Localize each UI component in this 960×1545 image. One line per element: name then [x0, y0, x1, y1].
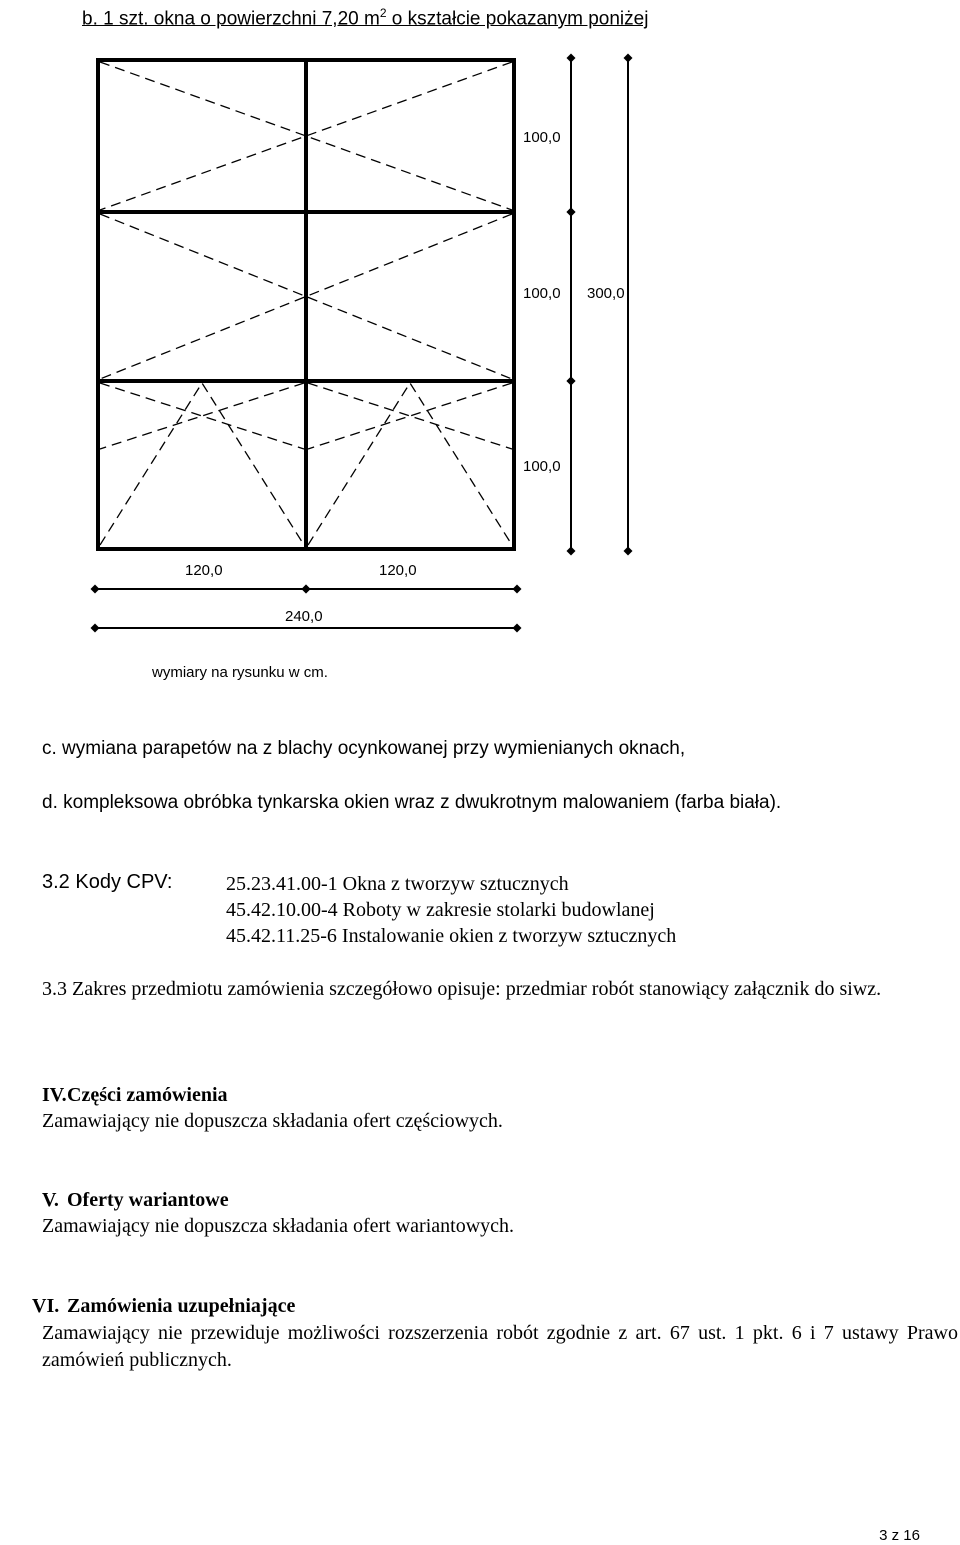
intro-text-after: o kształcie pokazanym poniżej	[386, 8, 649, 30]
section-v-heading	[42, 1189, 229, 1212]
section-iv-heading	[42, 1084, 228, 1107]
section-title: Oferty wariantowe	[67, 1189, 229, 1211]
dashed-line	[308, 383, 512, 545]
section-number: V.	[42, 1189, 59, 1211]
section-number: IV.	[42, 1084, 67, 1106]
cpv-list	[226, 871, 676, 949]
section-title: Części zamówienia	[67, 1084, 228, 1106]
intro-text: b. 1 szt. okna o powierzchni 7,20 m	[82, 8, 380, 30]
section-iv-body: Zamawiający nie dopuszcza składania ofert częściowych.	[42, 1110, 503, 1132]
cpv-code: 45.42.11.25-6 Instalowanie okien z tworzyw sztucznych	[226, 925, 677, 947]
dim-label-height-total: 300,0	[587, 285, 625, 302]
page-number: 3 z 16	[879, 1527, 920, 1544]
section-v-body: Zamawiający nie dopuszcza składania ofert wariantowych.	[42, 1215, 515, 1237]
cpv-code: 45.42.10.00-4 Roboty w zakresie stolarki budowlanej	[226, 899, 655, 921]
cpv-code: 25.23.41.00-1 Okna z tworzyw sztucznych	[226, 873, 569, 895]
dim-label-width-total: 240,0	[285, 608, 323, 625]
dim-label-width-1: 120,0	[185, 562, 223, 579]
dim-label-height-3: 100,0	[523, 458, 561, 475]
section-title: Zamówienia uzupełniające	[67, 1295, 296, 1317]
drawing-note: wymiary na rysunku w cm.	[152, 664, 328, 681]
dim-label-width-2: 120,0	[379, 562, 417, 579]
dim-label-height-1: 100,0	[523, 129, 561, 146]
section-vi-heading	[32, 1295, 296, 1318]
scope-paragraph: 3.3 Zakres przedmiotu zamówienia szczegółowo opisuje: przedmiar robót stanowiący załącznik do siwz.	[42, 978, 882, 1000]
section-number: VI.	[32, 1295, 60, 1317]
item-d: d. kompleksowa obróbka tynkarska okien wraz z dwukrotnym malowaniem (farba biała).	[42, 792, 782, 813]
cpv-label: 3.2 Kody CPV:	[42, 871, 173, 893]
item-c: c. wymiana parapetów na z blachy ocynkowanej przy wymienianych oknach,	[42, 738, 686, 759]
dim-label-height-2: 100,0	[523, 285, 561, 302]
window-drawing	[0, 0, 960, 700]
section-vi-body: Zamawiający nie przewiduje możliwości rozszerzenia robót zgodnie z art. 67 ust. 1 pkt. 6 i 7 ustawy Prawo zamówień publicznych.	[42, 1322, 958, 1371]
intro-superscript: 2	[379, 6, 387, 20]
dashed-line	[100, 383, 304, 545]
